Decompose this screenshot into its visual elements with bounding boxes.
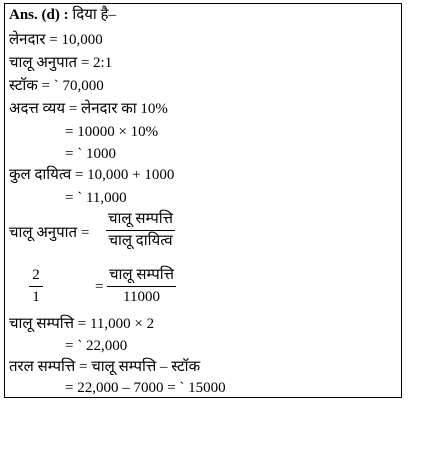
line-creditors: लेनदार = 10,000 xyxy=(9,32,103,48)
answer-label: Ans. (d) : xyxy=(9,7,69,23)
ratio-right-numerator: चालू सम्पत्ति xyxy=(107,267,176,287)
answer-header xyxy=(9,7,116,24)
ratio-right-denominator: 11000 xyxy=(123,289,160,305)
ratio-formula-denominator: चालू दायित्व xyxy=(108,233,173,249)
ratio-value-fraction xyxy=(29,267,43,306)
line-current-assets-result: = ` 22,000 xyxy=(65,338,128,354)
line-liquid-assets: तरल सम्पत्ति = चालू सम्पत्ति – स्टॉक xyxy=(9,359,201,375)
line-total-liabilities: कुल दायित्व = 10,000 + 1000 xyxy=(9,167,175,183)
line-stock: स्टॉक = ` 70,000 xyxy=(9,78,104,94)
ratio-formula-label: चालू अनुपात = xyxy=(9,225,90,241)
answer-intro: दिया है– xyxy=(72,7,116,23)
line-calc-2: = ` 1000 xyxy=(65,146,116,162)
line-calc-1: = 10000 × 10% xyxy=(65,124,159,140)
answer-box xyxy=(4,3,402,398)
line-total-result: = ` 11,000 xyxy=(65,190,127,206)
line-current-ratio: चालू अनुपात = 2:1 xyxy=(9,55,113,71)
ratio-formula-fraction xyxy=(106,211,175,250)
ratio-right-fraction xyxy=(107,267,176,306)
ratio-formula-numerator: चालू सम्पत्ति xyxy=(106,211,175,231)
line-outstanding-expense: अदत्त व्यय = लेनदार का 10% xyxy=(9,101,168,117)
line-liquid-assets-result: = 22,000 – 7000 = ` 15000 xyxy=(65,380,226,396)
ratio-equals-sign: = xyxy=(95,279,104,295)
ratio-value-numerator: 2 xyxy=(29,267,43,287)
line-current-assets: चालू सम्पत्ति = 11,000 × 2 xyxy=(9,316,155,332)
ratio-value-denominator: 1 xyxy=(32,289,40,305)
